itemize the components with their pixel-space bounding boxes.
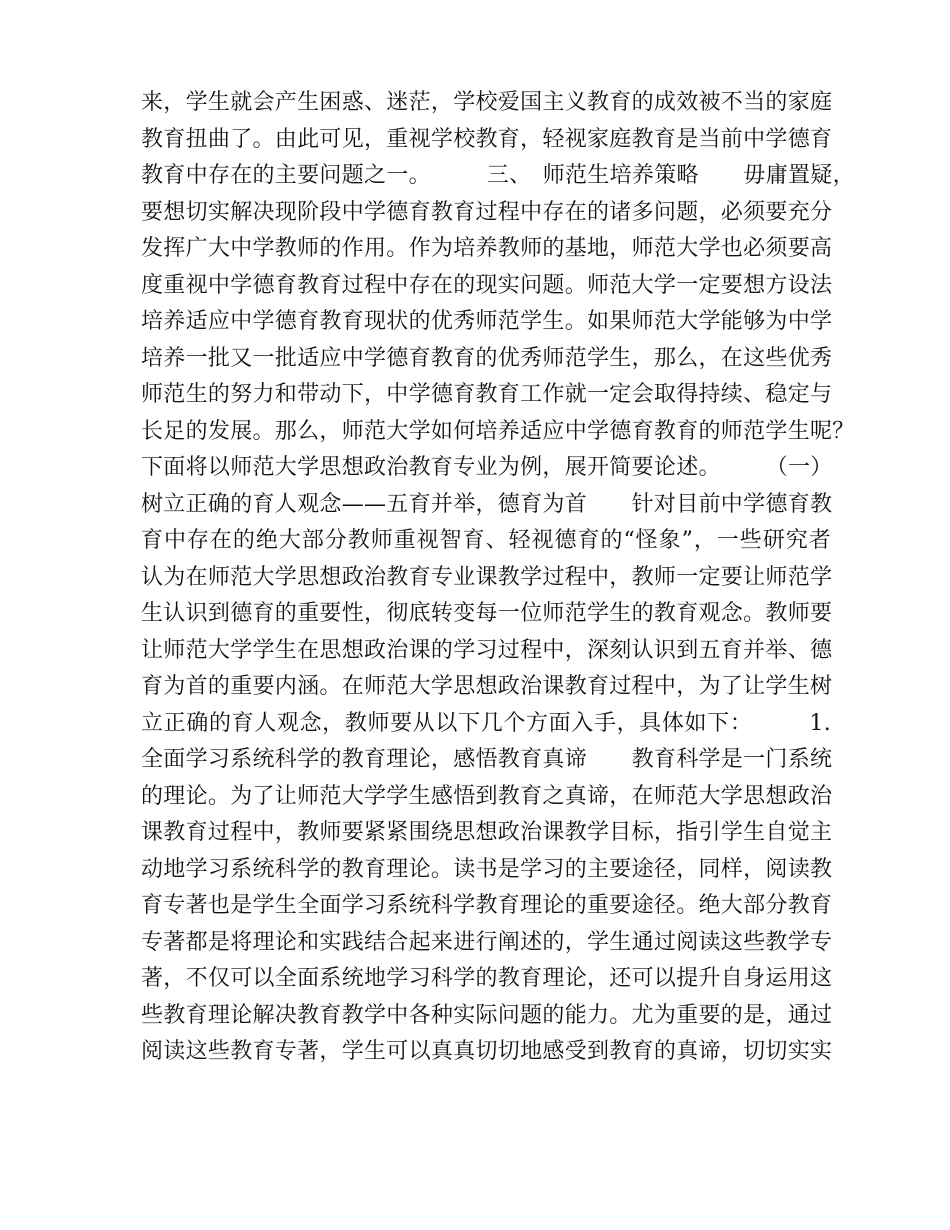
text-line: 培养适应中学德育教育现状的优秀师范学生。如果师范大学能够为中学 [141,309,833,334]
text-line: 度重视中学德育教育过程中存在的现实问题。师范大学一定要想方设法 [141,272,833,298]
text-line: 让师范大学学生在思想政治课的学习过程中，深刻认识到五育并举、德 [141,637,833,663]
text-line: 立正确的育人观念，教师要从以下几个方面入手，具体如下： 1. [141,710,831,736]
text-line: 阅读这些教育专著，学生可以真真切切地感受到教育的真谛，切切实实 [141,1039,833,1064]
body-text [141,85,855,1071]
text-line: 些教育理论解决教育教学中各种实际问题的能力。尤为重要的是，通过 [141,1002,833,1028]
text-line: 长足的发展。那么，师范大学如何培养适应中学德育教育的师范学生呢？ [141,418,855,444]
text-line: 著，不仅可以全面系统地学习科学的教育理论，还可以提升自身运用这 [141,966,833,991]
text-line: 要想切实解决现阶段中学德育教育过程中存在的诸多问题，必须要充分 [141,199,833,225]
text-line: 动地学习系统科学的教育理论。读书是学习的主要途径，同样，阅读教 [141,856,833,882]
text-line: 下面将以师范大学思想政治教育专业为例，展开简要论述。 （一） [141,455,833,480]
text-line: 全面学习系统科学的教育理论，感悟教育真谛 教育科学是一门系统 [141,747,833,772]
text-line: 发挥广大中学教师的作用。作为培养教师的基地，师范大学也必须要高 [141,236,833,261]
text-line: 生认识到德育的重要性，彻底转变每一位师范学生的教育观念。教师要 [141,601,833,626]
text-line: 树立正确的育人观念——五育并举，德育为首 针对目前中学德育教 [141,491,833,517]
text-line: 师范生的努力和带动下，中学德育教育工作就一定会取得持续、稳定与 [141,382,833,407]
text-line: 的理论。为了让师范大学学生感悟到教育之真谛，在师范大学思想政治 [141,783,833,809]
text-line: 育为首的重要内涵。在师范大学思想政治课教育过程中，为了让学生树 [141,674,833,699]
text-line: 课教育过程中，教师要紧紧围绕思想政治课教学目标，指引学生自觉主 [141,820,833,845]
text-line: 培养一批又一批适应中学德育教育的优秀师范学生，那么，在这些优秀 [141,345,833,371]
text-line: 来，学生就会产生困惑、迷茫，学校爱国主义教育的成效被不当的家庭 [141,90,833,115]
text-line: 育专著也是学生全面学习系统科学教育理论的重要途径。绝大部分教育 [141,893,833,918]
text-line: 认为在师范大学思想政治教育专业课教学过程中，教师一定要让师范学 [141,564,833,590]
text-line: 教育扭曲了。由此可见，重视学校教育，轻视家庭教育是当前中学德育 [141,126,833,152]
text-line: 育中存在的绝大部分教师重视智育、轻视德育的“怪象”，一些研究者 [141,528,831,553]
text-line: 专著都是将理论和实践结合起来进行阐述的，学生通过阅读这些教学专 [141,929,833,955]
text-line: 教育中存在的主要问题之一。 三、 师范生培养策略 毋庸置疑， [141,163,855,188]
